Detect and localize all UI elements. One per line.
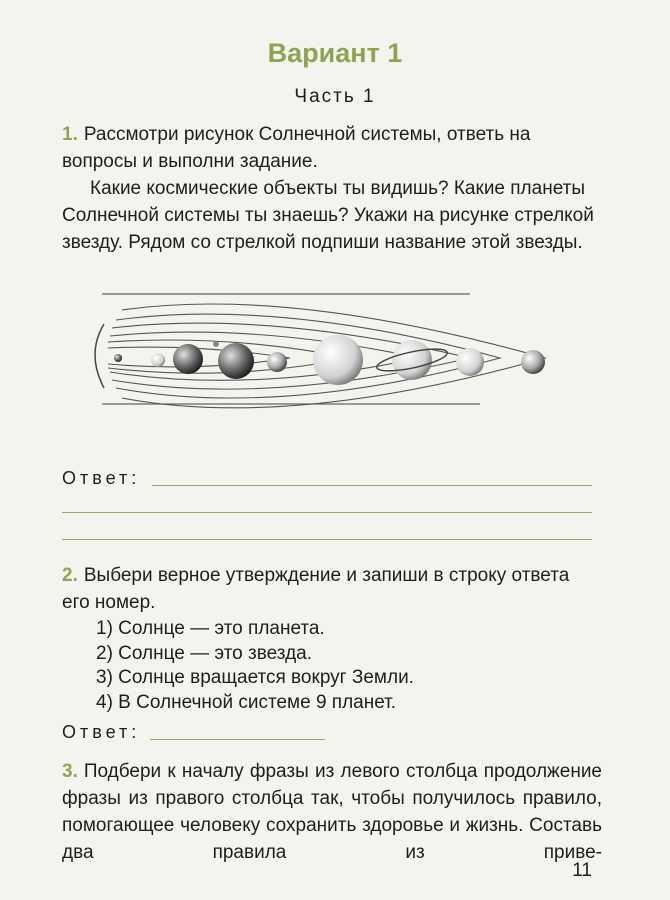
neptune-planet <box>521 350 545 374</box>
task2-number: 2. <box>62 565 78 586</box>
task2-text-body: Выбери верное утверждение и запиши в строку ответа его номер. <box>62 565 570 613</box>
earth-planet <box>218 343 254 379</box>
part-title: Часть 1 <box>294 86 376 107</box>
task1-answer-line-3[interactable] <box>62 539 592 540</box>
task1-intro <box>62 121 602 175</box>
mercury-planet <box>114 354 122 362</box>
task2-option-1: 1) Солнце — это планета. <box>96 618 325 639</box>
task2-option-2: 2) Солнце — это звезда. <box>96 643 312 664</box>
sun-edge <box>95 324 104 388</box>
variant-title: Вариант 1 <box>267 38 403 68</box>
task1-intro-text: Рассмотри рисунок Солнечной системы, ответь на вопросы и выполни задание. <box>62 124 531 172</box>
jupiter-planet <box>313 335 363 385</box>
task3-number: 3. <box>62 761 78 782</box>
task2-answer-label: Ответ: <box>62 722 141 742</box>
task1-answer-line-1[interactable] <box>152 485 592 486</box>
task3-text <box>62 758 602 866</box>
task2-answer-line[interactable] <box>150 739 325 740</box>
task1-answer-line-2[interactable] <box>62 512 592 513</box>
mars-planet <box>267 352 287 372</box>
uranus-planet <box>456 348 484 376</box>
saturn-planet <box>375 340 449 380</box>
task2-option-4: 4) В Солнечной системе 9 планет. <box>96 692 397 713</box>
task2-option-3: 3) Солнце вращается вокруг Земли. <box>96 667 414 688</box>
task2-text <box>62 562 602 616</box>
mercury-large-planet <box>173 344 203 374</box>
page-number: 11 <box>572 860 592 881</box>
task1-number: 1. <box>62 124 78 145</box>
venus-planet <box>151 353 165 367</box>
solar-system-illustration <box>90 284 555 424</box>
task1-questions: Какие космические объекты ты видишь? Какие планеты Солнечной системы ты знаешь? Укажи на рисунке стрелкой звезду. Рядом со стрелкой подпиши название этой звезды. <box>62 178 594 253</box>
task1-answer-label: Ответ: <box>62 468 141 488</box>
moon <box>213 341 219 347</box>
task3-text-body: Подбери к началу фразы из левого столбца продолжение фразы из правого столбца так, чтобы получилось правило, помогающее человеку сохранить здоровье и жизнь. Составь два правила из приве- <box>62 761 602 863</box>
